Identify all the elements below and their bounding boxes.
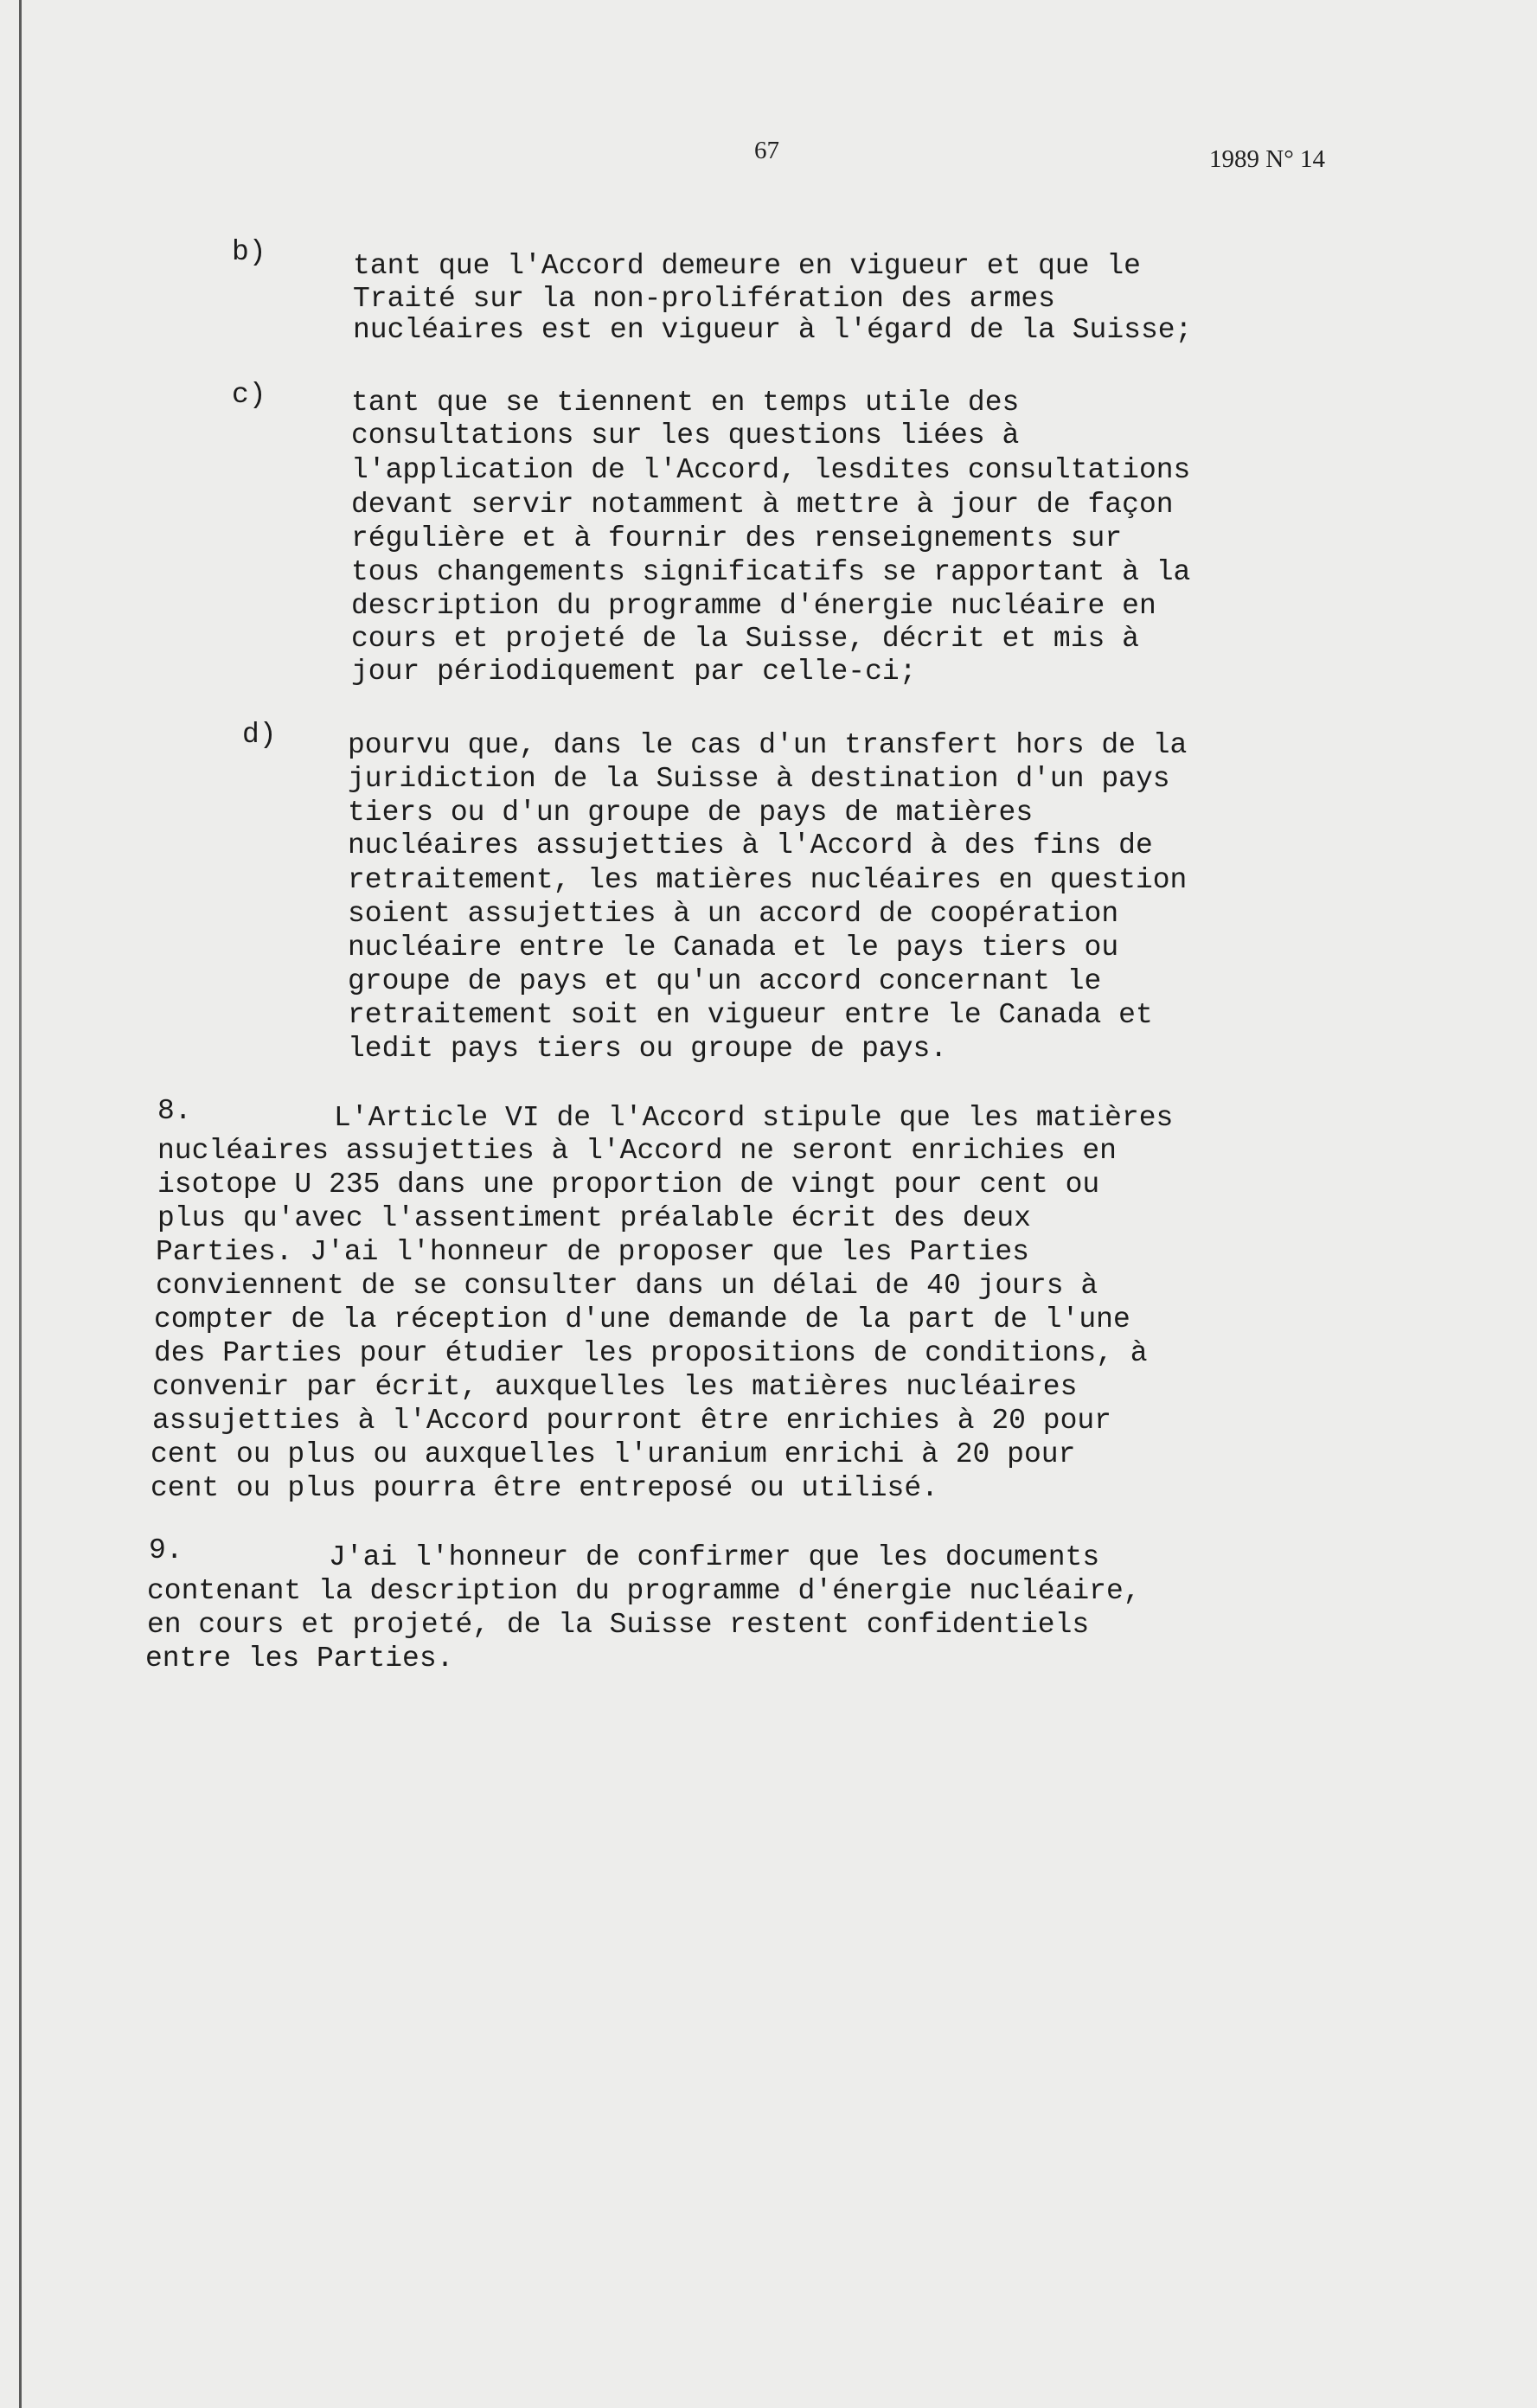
paragraph-line: L'Article VI de l'Accord stipule que les matières [334, 1102, 1174, 1134]
item-line: tiers ou d'un groupe de pays de matières [348, 797, 1034, 829]
paragraph-line: plus qu'avec l'assentiment préalable écrit des deux [157, 1202, 1031, 1234]
item-line: retraitement soit en vigueur entre le Canada et [348, 999, 1153, 1031]
item-line: nucléaire entre le Canada et le pays tiers ou [348, 932, 1119, 964]
paragraph-line: cent ou plus pourra être entreposé ou utilisé. [150, 1472, 938, 1504]
paragraph-line: des Parties pour étudier les propositions de conditions, à [154, 1337, 1148, 1369]
item-line: pourvu que, dans le cas d'un transfert hors de la [348, 729, 1188, 761]
item-line: groupe de pays et qu'un accord concernant le [348, 965, 1102, 997]
paragraph-line: conviennent de se consulter dans un délai de 40 jours à [156, 1270, 1098, 1302]
item-line: soient assujetties à un accord de coopération [348, 898, 1119, 930]
item-line: devant servir notamment à mettre à jour de façon [351, 489, 1174, 521]
item-line: Traité sur la non-prolifération des armes [353, 283, 1055, 315]
item-line: description du programme d'énergie nucléaire en [351, 590, 1156, 622]
paragraph-line: J'ai l'honneur de confirmer que les documents [329, 1541, 1100, 1573]
paragraph-line: entre les Parties. [145, 1643, 454, 1675]
item-line: régulière et à fournir des renseignements sur [351, 522, 1123, 554]
paragraph-line: Parties. J'ai l'honneur de proposer que les Parties [156, 1236, 1029, 1268]
item-label: c) [232, 379, 266, 411]
paragraph-line: convenir par écrit, auxquelles les matières nucléaires [152, 1371, 1078, 1403]
paragraph-line: isotope U 235 dans une proportion de vingt pour cent ou [157, 1169, 1100, 1201]
item-line: ledit pays tiers ou groupe de pays. [348, 1033, 948, 1065]
item-line: l'application de l'Accord, lesdites consultations [351, 454, 1191, 486]
item-line: consultations sur les questions liées à [351, 419, 1020, 452]
item-line: cours et projeté de la Suisse, décrit et mis à [351, 623, 1139, 655]
item-label: d) [242, 719, 277, 751]
item-line: tous changements significatifs se rapportant à la [351, 556, 1191, 588]
paragraph-line: nucléaires assujetties à l'Accord ne seront enrichies en [157, 1135, 1117, 1167]
paragraph-line: en cours et projeté, de la Suisse restent confidentiels [147, 1609, 1090, 1641]
paragraph-number: 9. [149, 1534, 183, 1566]
item-line: jour périodiquement par celle-ci; [351, 656, 917, 688]
item-line: nucléaires est en vigueur à l'égard de la Suisse; [353, 314, 1193, 346]
item-line: juridiction de la Suisse à destination d'un pays [348, 763, 1170, 795]
document-reference: 1989 N° 14 [1209, 145, 1326, 173]
item-line: retraitement, les matières nucléaires en question [348, 864, 1188, 896]
item-line: tant que se tiennent en temps utile des [351, 387, 1020, 419]
paragraph-line: cent ou plus ou auxquelles l'uranium enrichi à 20 pour [150, 1438, 1076, 1470]
paragraph-number: 8. [157, 1095, 192, 1127]
item-line: tant que l'Accord demeure en vigueur et que le [353, 250, 1141, 282]
page-number: 67 [754, 137, 779, 164]
item-label: b) [232, 236, 266, 268]
paragraph-line: contenant la description du programme d'énergie nucléaire, [147, 1575, 1141, 1607]
item-line: nucléaires assujetties à l'Accord à des fins de [348, 829, 1153, 861]
paragraph-line: assujetties à l'Accord pourront être enrichies à 20 pour [152, 1405, 1111, 1437]
paragraph-line: compter de la réception d'une demande de la part de l'une [154, 1303, 1130, 1335]
binding-edge [19, 0, 22, 2408]
